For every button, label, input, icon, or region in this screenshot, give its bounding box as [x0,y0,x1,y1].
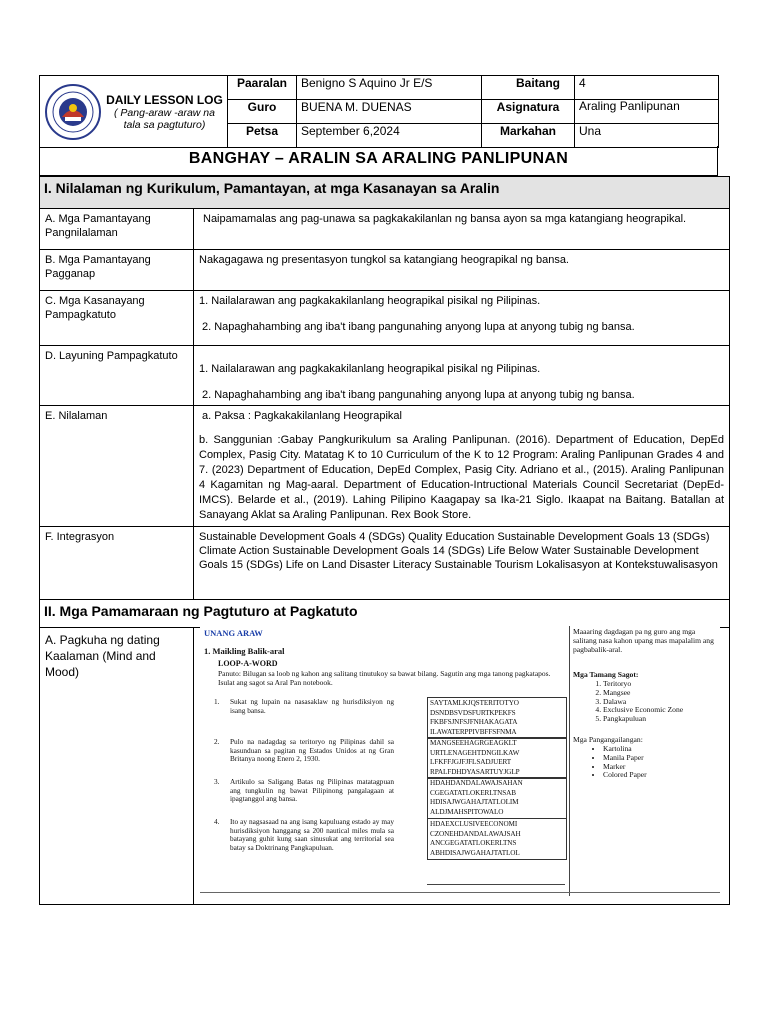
column-divider [569,626,570,896]
word-grid-3: HDAHDANDALAWAJSAHAN CGEGATATLOKERLTNSAB HDISAJWGAHAJTATLOLIM ALDJMAHSPITOWALO [427,777,567,819]
logo-title-cell [40,76,228,148]
subject-value: Araling Panlipunan [575,100,719,124]
school-value: Benigno S Aquino Jr E/S [297,76,482,100]
teacher-label: Guro [228,100,297,124]
quarter-value: Una [575,124,719,148]
row-d-cell [194,346,730,406]
row-e-label: E. Nilalaman [40,406,194,527]
dll-subtitle: ( Pang-araw -araw na tala sa pagtuturo) [114,106,215,131]
dll-title: DAILY LESSON LOG [106,92,223,107]
materials-list: • Kartolina • Manila Paper • Marker • Colored Paper [573,745,719,780]
deped-seal-icon [44,83,102,141]
header-table [39,75,719,148]
row-e-topic: a. Paksa : Pagkakakilanlang Heograpikal [202,410,402,422]
answers-title: Mga Tamang Sagot: [573,670,639,679]
teacher-value: BUENA M. DUENAS [297,100,482,124]
answer-line [427,884,565,885]
row-c-cell [194,291,730,346]
word-grid-2: MANGSEEHAGRGEAGKLT URTLENAGEHTDNGILKAW LFKFFJGJFJFLSADJUERT RPALFDHDYASARTUYJGLP [427,737,567,779]
question-3: 3. Artikulo sa Saligang Batas ng Pilipinas matatagpuan ang tungkulin ng bawat Pilipinong pangalagaan at ipagtanggol ang bansa. [214,777,394,804]
lesson-plan-title: BANGHAY – ARALIN SA ARALING PANLIPUNAN [39,146,718,176]
worksheet-day: UNANG ARAW [204,628,263,638]
row-b-text: Nakagagawa ng presentasyon tungkol sa katangiang heograpikal ng bansa. [194,250,730,291]
word-grid-4: HDAEXCLUSIVEECONOMI CZONEHDANDALAWAJSAH ANCGEGATATLOKERLTNS ABHDISAJWGAHAJTATLOL [427,818,567,860]
row-a-text: Naipamamalas ang pag-unawa sa pagkakakilanlan ng bansa ayon sa mga katangiang heograpikal. [194,209,730,250]
row-e-cell [194,406,730,527]
row-e-references: b. Sanggunian :Gabay Pangkurikulum sa Araling Panlipunan. (2016). Department of Education, DepEd Complex, Pasig City. Matatag K to 10 Curriculum of the K to 12 Program: Araling Panlipunan Grades 4 and 7. (2023) Department of Education, DepEd Complex, Pasig City. Adriano et al., (2015). Araling Panlipunan 4 Kagamitan ng Mag-aaral. Department of Education-Intructional Materials Council Secretariat (DepEd-IMCS). Belarde et al., (2019). Lahing Pilipino Kaagapay sa Ika-21 Siglo. Ikaapat na Baitang. Batallan at Sanayang Aklat sa Araling Panlipunan. Rex Book Store. [199,434,725,521]
date-value: September 6,2024 [297,124,482,148]
row-2a-label: A. Pagkuha ng dating Kaalaman (Mind and Mood) [40,628,194,905]
quarter-label: Markahan [482,124,575,148]
row-a-label: A. Mga Pamantayang Pangnilalaman [40,209,194,250]
question-4: 4. Ito ay nagsasaad na ang isang kapuluang estado ay may hurisdiksiyon hanggang sa 200 nautical miles mula sa batayang guhit kung saan sinusukat ang territorial sea batay sa Doktrinang Pangkapuluan. [214,817,394,852]
question-1: 1. Sukat ng lupain na nasasaklaw ng hurisdiksiyon ng isang bansa. [214,697,394,715]
row-c-item-2: 2. Napaghahambing ang iba't ibang pangunahing anyong lupa at anyong tubig ng bansa. [202,321,635,333]
section-1-title: I. Nilalaman ng Kurikulum, Pamantayan, at mga Kasanayan sa Aralin [40,177,730,209]
grade-value: 4 [575,76,719,100]
teacher-note: Maaaring dagdagan pa ng guro ang mga salitang nasa kahon upang mas mapalalim ang pagbabalik-aral. [573,627,714,654]
worksheet-activity: LOOP-A-WORD [218,659,278,668]
subject-label: Asignatura [482,100,575,124]
row-b-label: B. Mga Pamantayang Pagganap [40,250,194,291]
date-label: Petsa [228,124,297,148]
worksheet-instructions: Panuto: Bilugan sa loob ng kahon ang salitang tinutukoy sa bawat bilang. Sagutin ang mga tanong pagkatapos. Isulat ang sagot sa Aral Pan notebook. [218,669,551,687]
worksheet-image [200,626,720,896]
grade-label: Baitang [482,76,575,100]
row-f-text: Sustainable Development Goals 4 (SDGs) Quality Education Sustainable Development Goals 13 (SDGs) Climate Action Sustainable Development Goals 14 (SDGs) Life Below Water Sustainable Development Goals 15 (SDGs) Life on Land Disaster Literacy Sustainable Tourism Lokalisasyon at Kontekstuwalisasyon [194,527,730,600]
row-d-item-1: 1. Nailalarawan ang pagkakakilanlang heograpikal pisikal ng Pilipinas. [199,363,541,375]
word-grid-1: SAYTAMLKJQSTERITOTYO DSNDBSVDSFURTKPEKFS FKBFSJNFSJFNHAKAGATA ILAWATERPPIVBFFSFNMA [427,697,567,739]
section-2-title: II. Mga Pamamaraan ng Pagtuturo at Pagkatuto [40,600,730,628]
materials-title: Mga Pangangailangan: [573,735,643,744]
row-c-item-1: 1. Nailalarawan ang pagkakakilanlang heograpikal pisikal ng Pilipinas. [199,295,541,307]
answers-list: 1. Teritoryo 2. Mangsee 3. Dalawa 4. Exclusive Economic Zone 5. Pangkapuluan [573,680,719,724]
row-f-label: F. Integrasyon [40,527,194,600]
row-c-label: C. Mga Kasanayang Pampagkatuto [40,291,194,346]
school-label: Paaralan [228,76,297,100]
bottom-border [200,892,720,893]
worksheet-heading: 1. Maikling Balik-aral [204,646,285,656]
row-d-item-2: 2. Napaghahambing ang iba't ibang pangunahing anyong lupa at anyong tubig ng bansa. [202,389,635,401]
question-2: 2. Pulo na nadagdag sa teritoryo ng Pilipinas dahil sa kasunduan sa pagitan ng Estados Unidos at ng Gran Britanya noong Enero 2, 1930. [214,737,394,764]
row-d-label: D. Layuning Pampagkatuto [40,346,194,406]
